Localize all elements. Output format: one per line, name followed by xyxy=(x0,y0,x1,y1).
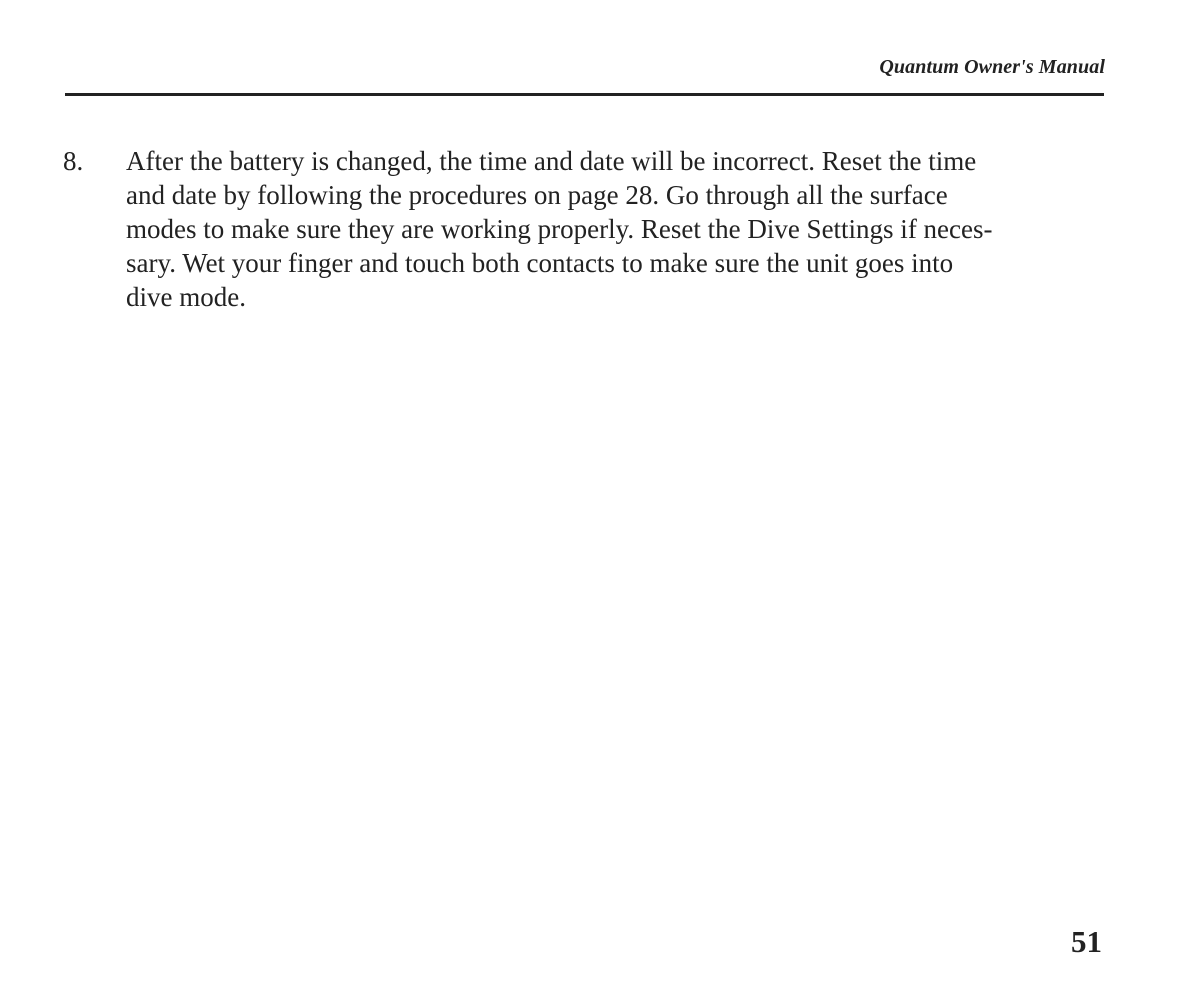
instruction-step xyxy=(63,144,1108,314)
step-text: After the battery is changed, the time and date will be incorrect. Reset the time and date by following the procedures on page 28. Go through all the surface modes to make sure they are working properly. Reset the Dive Settings if neces- sary. Wet your finger and touch both contacts to make sure the unit goes into dive mode. xyxy=(126,146,993,312)
page-number: 51 xyxy=(1071,924,1102,959)
running-header-title: Quantum Owner's Manual xyxy=(879,56,1105,78)
header-divider xyxy=(65,93,1104,96)
step-number: 8. xyxy=(63,146,84,176)
